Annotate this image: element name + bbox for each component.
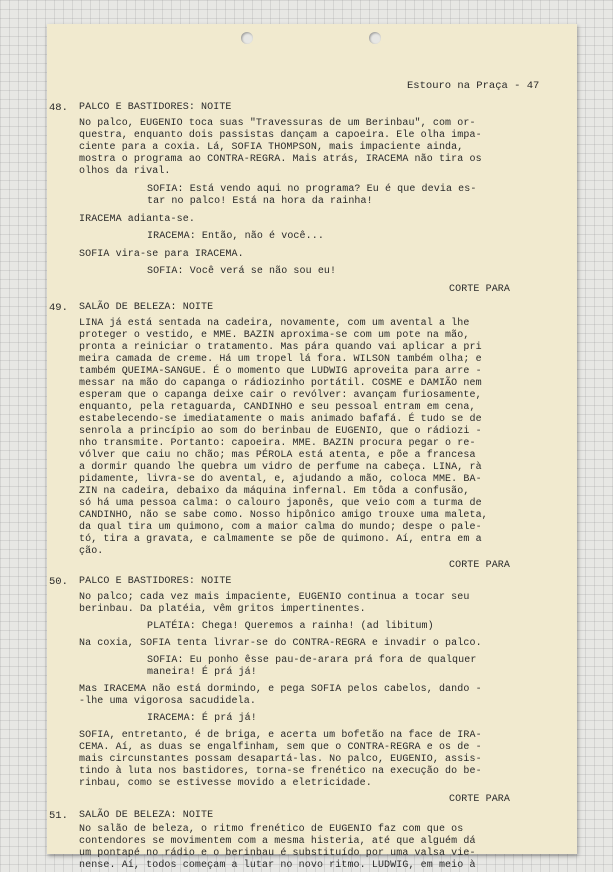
- action-line: CEMA. Aí, as duas se engalfinham, sem que o CONTRA-REGRA e os de -: [79, 742, 482, 753]
- action-line: só há uma pessoa calma: o calouro japonês, que veio com a turma de: [79, 498, 482, 509]
- action-line: nense. Aí, todos começam a lutar no novo ritmo. LUDWIG, em meio à: [79, 860, 476, 871]
- action-line: No palco; cada vez mais impaciente, EUGENIO continua a tocar seu: [79, 592, 470, 603]
- action-line: Mas IRACEMA não está dormindo, e pega SOFIA pelos cabelos, dando -: [79, 684, 482, 695]
- transition: CORTE PARA: [449, 284, 511, 295]
- action-line: No salão de beleza, o ritmo frenético de EUGENIO faz com que os: [79, 824, 464, 835]
- action-line: estabelecendo-se imediatamente o mais animado bafafá. É tudo se de: [79, 414, 482, 425]
- action-line: nho transmite. Portanto: capoeira. MME. BAZIN procura pegar o re-: [79, 438, 476, 449]
- action-line: ciente para a coxia. Lá, SOFIA THOMPSON, mais impaciente ainda,: [79, 142, 464, 153]
- action-line: esperam que o capanga deixe cair o revólver: avançam furiosamente,: [79, 390, 482, 401]
- action-line: SOFIA vira-se para IRACEMA.: [79, 249, 244, 260]
- action-line: CANDINHO, não se sabe como. Nosso hipônico amigo trouxe uma maleta,: [79, 510, 488, 521]
- action-line: meira camada de creme. Há um tropel lá fora. WILSON também olha; e: [79, 354, 482, 365]
- scene-number: 48.: [49, 102, 68, 114]
- action-line: ção.: [79, 546, 104, 557]
- dialogue-line: IRACEMA: Então, não é você...: [147, 231, 324, 242]
- typewritten-script-page: [47, 24, 577, 871]
- action-line: também QUEIMA-SANGUE. É o momento que LUDWIG aproveita para arre -: [79, 366, 482, 377]
- punch-hole: [241, 32, 253, 44]
- action-line: contendores se movimentem com a mesma histeria, até que alguém dá: [79, 836, 476, 847]
- action-line: IRACEMA adianta-se.: [79, 214, 195, 225]
- action-line: tó, tira a gravata, e calmamente se põe de quimono. Aí, entra em a: [79, 534, 482, 545]
- action-line: a dormir quando lhe quebra um vidro de perfume na cabeça. LINA, rà: [79, 462, 482, 473]
- action-line: berinbau. Da platéia, vêm gritos impertinentes.: [79, 604, 366, 615]
- action-line: ZIN na cadeira, debaixo da máquina infernal. Em tôda a confusão,: [79, 486, 470, 497]
- action-line: Na coxia, SOFIA tenta livrar-se do CONTRA-REGRA e invadir o palco.: [79, 638, 482, 649]
- action-line: LINA já está sentada na cadeira, novamente, com um avental a lhe: [79, 318, 470, 329]
- action-line: -lhe uma vigorosa sacudidela.: [79, 696, 256, 707]
- scene-number: 49.: [49, 302, 68, 314]
- dialogue-line: SOFIA: Está vendo aqui no programa? Eu é que devia es-: [147, 184, 477, 195]
- action-line: pronta a reiniciar o tratamento. Mas pára quando vai aplicar a pri: [79, 342, 482, 353]
- dialogue-line: PLATÉIA: Chega! Queremos a rainha! (ad libitum): [147, 621, 434, 632]
- transition: CORTE PARA: [449, 560, 511, 571]
- dialogue-line: SOFIA: Eu ponho êsse pau-de-arara prá fora de qualquer: [147, 655, 477, 666]
- action-line: mais circunstantes possam desapartá-las. No palco, EUGENIO, assis-: [79, 754, 482, 765]
- page-header: Estouro na Praça - 47: [407, 80, 540, 92]
- action-line: tindo à luta nos bastidores, torna-se frenético na execução do be-: [79, 766, 482, 777]
- action-line: SOFIA, entretanto, é de briga, e acerta um bofetão na face de IRA-: [79, 730, 482, 741]
- dialogue-line: tar no palco! Está na hora da rainha!: [147, 196, 373, 207]
- scene-number: 50.: [49, 576, 68, 588]
- action-line: mostra o programa ao CONTRA-REGRA. Mais atrás, IRACEMA não tira os: [79, 154, 482, 165]
- scene-heading: SALÃO DE BELEZA: NOITE: [79, 810, 214, 821]
- dialogue-line: IRACEMA: É prá já!: [147, 713, 257, 724]
- scene-heading: PALCO E BASTIDORES: NOITE: [79, 102, 232, 113]
- action-line: No palco, EUGENIO toca suas "Travessuras de um Berinbau", com or-: [79, 118, 476, 129]
- scene-heading: SALÃO DE BELEZA: NOITE: [79, 302, 214, 313]
- scene-heading: PALCO E BASTIDORES: NOITE: [79, 576, 232, 587]
- action-line: pidamente, livra-se do avental, e, ajudando a mão, coloca MME. BA-: [79, 474, 482, 485]
- action-line: vólver que caiu no chão; mas PÉROLA está atenta, e põe a francesa: [79, 450, 476, 461]
- transition: CORTE PARA: [449, 794, 511, 805]
- action-line: senrola a princípio ao som do berinbau de EUGENIO, que o rádiozi -: [79, 426, 482, 437]
- dialogue-line: maneira! É prá já!: [147, 667, 257, 678]
- action-line: enquanto, pela retaguarda, CANDINHO e seu pessoal entram em cena,: [79, 402, 476, 413]
- action-line: da qual tira um quimono, com a maior calma do mundo; despe o pale-: [79, 522, 482, 533]
- scene-number: 51.: [49, 810, 68, 822]
- action-line: questra, enquanto dois passistas dançam a capoeira. Ele olha impa-: [79, 130, 482, 141]
- action-line: rinbau, como se estivesse movido a eletricidade.: [79, 778, 372, 789]
- dialogue-line: SOFIA: Você verá se não sou eu!: [147, 266, 337, 277]
- action-line: um pontapé no rádio e o berinbau é substituído por uma valsa vie-: [79, 848, 476, 859]
- action-line: messar na mão do capanga o rádiozinho portátil. COSME e DAMIÃO nem: [79, 378, 482, 389]
- punch-hole: [369, 32, 381, 44]
- action-line: proteger o vestido, e MME. BAZIN aproxima-se com um pote na mão,: [79, 330, 470, 341]
- action-line: olhos da rival.: [79, 166, 171, 177]
